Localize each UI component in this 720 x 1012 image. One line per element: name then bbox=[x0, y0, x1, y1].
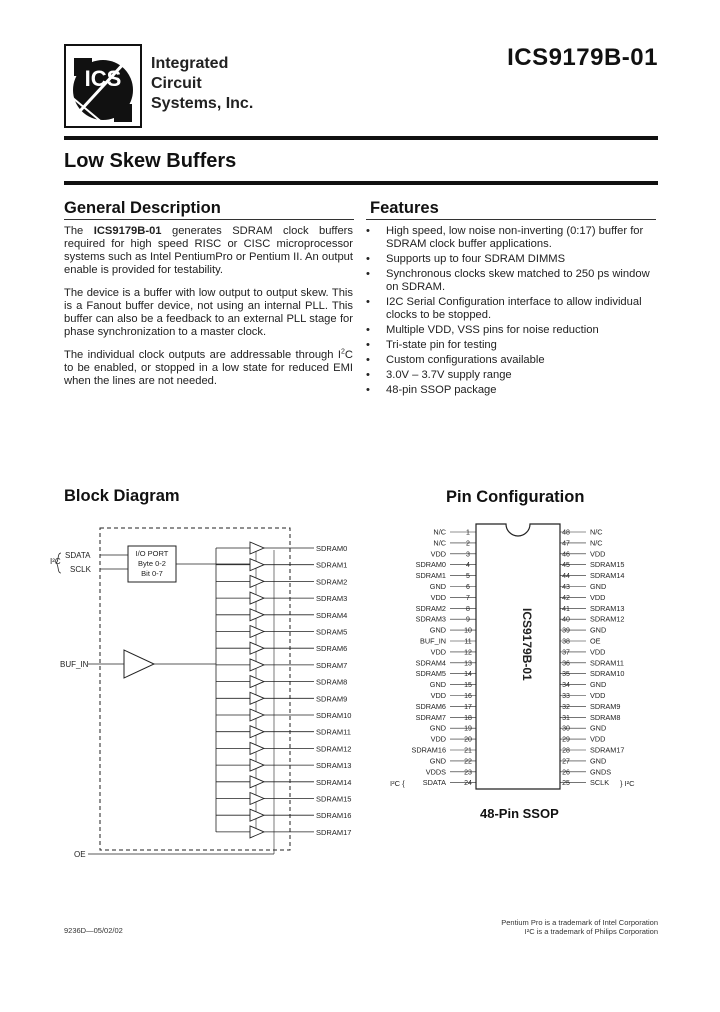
pin-left-number: 14 bbox=[464, 671, 472, 679]
gd-paragraph-2: The device is a buffer with low output to output skew. This is a Fanout buffer device, not using an internal PLL. This buffer can also be a feedback to an external PLL stage for phase synchronization to a master clock. bbox=[64, 287, 353, 338]
pin-left-name: GND bbox=[429, 625, 446, 635]
output-label: SDRAM12 bbox=[316, 744, 352, 754]
output-buffer-triangle bbox=[250, 592, 264, 604]
pin-left-number: 5 bbox=[466, 573, 470, 581]
pin-right-name: SDRAM12 bbox=[590, 614, 625, 624]
pin-left-number: 20 bbox=[464, 736, 472, 744]
output-label: SDRAM10 bbox=[316, 711, 352, 720]
feature-item: • Tri-state pin for testing bbox=[366, 339, 656, 352]
pin-left-number: 19 bbox=[464, 725, 472, 733]
pin-right-name: GND bbox=[590, 582, 607, 591]
output-buffer-triangle bbox=[250, 676, 264, 688]
gd-p3-a: The individual clock outputs are addressable through I bbox=[64, 349, 341, 361]
output-label: SDRAM6 bbox=[316, 644, 348, 654]
pin-left-number: 10 bbox=[464, 627, 472, 635]
feature-item: • 3.0V – 3.7V supply range bbox=[366, 369, 656, 382]
features-list bbox=[366, 225, 656, 399]
output-label: SDRAM5 bbox=[316, 627, 348, 637]
pin-right-name: SDRAM8 bbox=[590, 712, 621, 722]
output-buffer-triangle bbox=[250, 692, 264, 704]
pin-left-number: 17 bbox=[464, 703, 472, 711]
pin-right-name: SDRAM11 bbox=[590, 658, 624, 668]
pin-right-number: 25 bbox=[562, 780, 570, 788]
pin-left-number: 13 bbox=[464, 660, 472, 668]
pin-right-number: 29 bbox=[562, 736, 570, 744]
feature-item: • Supports up to four SDRAM DIMMS bbox=[366, 253, 656, 266]
company-name: Integrated Circuit Systems, Inc. bbox=[151, 55, 254, 112]
trademark-intel: Pentium Pro is a trademark of Intel Corporation bbox=[501, 918, 658, 927]
pin-right-number: 27 bbox=[562, 758, 570, 766]
pin-left-name: SDRAM7 bbox=[415, 712, 446, 722]
output-buffer-triangle bbox=[250, 542, 264, 554]
output-label: SDRAM13 bbox=[316, 761, 352, 771]
feature-item: • Synchronous clocks skew matched to 250 ps window on SDRAM. bbox=[366, 268, 656, 294]
gd-part-number: ICS9179B-01 bbox=[93, 225, 162, 237]
pin-right-name: SDRAM13 bbox=[590, 603, 625, 613]
output-buffer-triangle bbox=[250, 809, 264, 821]
pin-right-number: 37 bbox=[562, 649, 570, 657]
bd-buf-in-label: BUF_IN bbox=[60, 660, 89, 669]
pin-left-number: 22 bbox=[464, 758, 472, 766]
pin-right-name: SDRAM15 bbox=[590, 560, 625, 570]
output-label: SDRAM1 bbox=[316, 560, 348, 570]
output-buffer-triangle bbox=[250, 826, 264, 838]
pin-left-number: 24 bbox=[464, 780, 472, 788]
pin-left-number: 9 bbox=[466, 616, 470, 624]
output-label: SDRAM16 bbox=[316, 811, 352, 821]
header-rule bbox=[64, 136, 658, 140]
ics-logo bbox=[64, 44, 142, 128]
output-label: SDRAM3 bbox=[316, 594, 348, 604]
pin-left-name: N/C bbox=[433, 527, 446, 537]
output-buffer-triangle bbox=[250, 626, 264, 638]
output-buffer-triangle bbox=[250, 742, 264, 754]
pin-left-number: 8 bbox=[466, 605, 470, 613]
gd-paragraph-3 bbox=[64, 349, 353, 388]
pin-left-name: SDRAM4 bbox=[415, 658, 446, 668]
bd-oe-label: OE bbox=[74, 850, 86, 859]
feature-item: • High speed, low noise non-inverting (0:17) buffer for SDRAM clock buffer applications. bbox=[366, 225, 656, 251]
document-id: 9236D—05/02/02 bbox=[64, 926, 123, 935]
block-diagram bbox=[48, 520, 368, 865]
gd-rule bbox=[64, 219, 354, 220]
output-label: SDRAM17 bbox=[316, 827, 352, 837]
pin-right-number: 31 bbox=[562, 714, 570, 722]
bd-i2c-label: I²C bbox=[50, 557, 61, 566]
pin-right-number: 46 bbox=[562, 551, 570, 559]
pin-left-number: 16 bbox=[464, 693, 472, 700]
chip-label: ICS9179B-01 bbox=[520, 608, 534, 681]
bd-sclk-label: SCLK bbox=[70, 565, 91, 574]
pin-right-name: N/C bbox=[590, 527, 603, 537]
pin-left-name: SDRAM6 bbox=[415, 701, 446, 711]
pin-right-number: 32 bbox=[562, 703, 570, 711]
pin-right-number: 35 bbox=[562, 671, 570, 679]
pin-right-name: VDD bbox=[590, 734, 606, 744]
pin-left-name: SDRAM5 bbox=[415, 669, 446, 679]
document-title: Low Skew Buffers bbox=[64, 150, 237, 172]
pin-right-name: GND bbox=[590, 756, 607, 766]
feature-item: • Custom configurations available bbox=[366, 354, 656, 367]
output-buffer-triangle bbox=[250, 759, 264, 771]
pin-left-number: 7 bbox=[466, 594, 470, 602]
output-label: SDRAM11 bbox=[316, 727, 351, 737]
pin-i2c-right: } I²C bbox=[620, 779, 635, 788]
pin-right-number: 48 bbox=[562, 529, 570, 537]
features-heading: Features bbox=[370, 199, 439, 217]
output-label: SDRAM8 bbox=[316, 677, 348, 687]
output-label: SDRAM0 bbox=[316, 544, 348, 553]
pin-left-name: VDDS bbox=[425, 767, 446, 777]
pin-right-number: 26 bbox=[562, 769, 570, 777]
pin-left-name: GND bbox=[429, 680, 446, 690]
pin-right-number: 40 bbox=[562, 616, 570, 624]
features-rule bbox=[366, 219, 656, 220]
pin-right-name: VDD bbox=[590, 647, 606, 657]
pin-configuration-heading: Pin Configuration bbox=[446, 488, 585, 506]
pin-left-number: 4 bbox=[466, 562, 470, 570]
output-label: SDRAM9 bbox=[316, 694, 348, 704]
trademark-philips: I²C is a trademark of Philips Corporation bbox=[524, 927, 658, 936]
pin-right-name: GND bbox=[590, 625, 607, 635]
pin-left-number: 3 bbox=[466, 551, 470, 559]
pin-right-number: 45 bbox=[562, 562, 570, 570]
output-label: SDRAM4 bbox=[316, 610, 348, 620]
chip-package-outline bbox=[476, 524, 560, 789]
pin-left-name: N/C bbox=[433, 538, 446, 548]
pin-left-name: VDD bbox=[430, 734, 446, 744]
pin-right-number: 43 bbox=[562, 584, 570, 591]
pin-right-name: SDRAM17 bbox=[590, 745, 625, 755]
pin-left-number: 21 bbox=[464, 747, 472, 755]
pin-left-name: BUF_IN bbox=[420, 636, 446, 646]
pin-left-name: VDD bbox=[430, 647, 446, 657]
input-buffer-triangle bbox=[124, 650, 154, 678]
general-description-body bbox=[64, 225, 353, 398]
output-label: SDRAM2 bbox=[316, 577, 348, 587]
io-port-line-3: Bit 0-7 bbox=[141, 569, 163, 578]
pin-left-number: 6 bbox=[466, 584, 470, 591]
gd-p3-b: C to be enabled, or stopped in a low state for reduced EMI when the lines are not needed. bbox=[64, 349, 353, 387]
output-label: SDRAM7 bbox=[316, 660, 348, 670]
pin-right-number: 28 bbox=[562, 747, 570, 755]
title-rule bbox=[64, 181, 658, 185]
block-diagram-heading: Block Diagram bbox=[64, 487, 180, 505]
pin-left-name: VDD bbox=[430, 592, 446, 602]
io-port-line-2: Byte 0-2 bbox=[138, 559, 166, 568]
pin-right-number: 42 bbox=[562, 594, 570, 602]
io-port-line-1: I/O PORT bbox=[135, 549, 169, 558]
pin-configuration-diagram bbox=[388, 518, 668, 838]
pin-left-name: GND bbox=[429, 723, 446, 733]
gd-p3-sup: 2 bbox=[341, 348, 345, 356]
pin-i2c-left: I²C { bbox=[390, 779, 405, 788]
output-label: SDRAM15 bbox=[316, 794, 352, 804]
pin-left-number: 1 bbox=[466, 529, 470, 537]
pin-right-number: 38 bbox=[562, 638, 570, 646]
feature-item: • I2C Serial Configuration interface to allow individual clocks to be stopped. bbox=[366, 296, 656, 322]
pin-left-name: VDD bbox=[430, 549, 446, 559]
pin-right-number: 47 bbox=[562, 540, 570, 548]
pin-right-name: N/C bbox=[590, 538, 603, 548]
pin-right-name: VDD bbox=[590, 592, 606, 602]
feature-item: • 48-pin SSOP package bbox=[366, 384, 656, 397]
output-buffer-triangle bbox=[250, 709, 264, 721]
pin-left-number: 11 bbox=[464, 638, 472, 646]
pin-left-name: SDRAM1 bbox=[415, 571, 446, 581]
pin-right-name: SCLK bbox=[590, 778, 610, 788]
part-number: ICS9179B-01 bbox=[507, 44, 658, 71]
pin-right-name: VDD bbox=[590, 691, 606, 700]
pin-left-number: 15 bbox=[464, 682, 472, 690]
pin-left-number: 23 bbox=[464, 769, 472, 777]
output-label: SDRAM14 bbox=[316, 777, 352, 787]
output-buffer-triangle bbox=[250, 659, 264, 671]
pin-right-number: 30 bbox=[562, 725, 570, 733]
gd-paragraph-1: The ICS9179B-01 generates SDRAM clock buffers required for high speed RISC or CISC microprocessor systems such as Intel PentiumPro or Pentium II. An output enable is provided for testability. bbox=[64, 225, 353, 276]
pin-right-number: 44 bbox=[562, 573, 570, 581]
pin-left-name: SDRAM2 bbox=[415, 603, 446, 613]
pin-right-number: 41 bbox=[562, 605, 570, 613]
output-buffer-triangle bbox=[250, 726, 264, 738]
pin-left-name: SDRAM3 bbox=[415, 614, 446, 624]
pin-left-name: GND bbox=[429, 756, 446, 766]
pin-left-name: GND bbox=[429, 582, 446, 591]
general-description-heading: General Description bbox=[64, 199, 221, 217]
pin-left-number: 2 bbox=[466, 540, 470, 548]
output-buffer-triangle bbox=[250, 609, 264, 621]
pin-left-name: SDATA bbox=[422, 778, 446, 788]
gd-p1-text: generates SDRAM clock buffers required for high speed RISC or CISC microprocessor systems such as Intel PentiumPro or Pentium II. An output enable is provided for testability. bbox=[64, 225, 353, 276]
pin-right-name: GNDS bbox=[590, 767, 612, 777]
bd-sdata-label: SDATA bbox=[65, 551, 91, 560]
pin-left-number: 12 bbox=[464, 649, 472, 657]
pin-right-number: 39 bbox=[562, 627, 570, 635]
pin-right-name: GND bbox=[590, 723, 607, 733]
output-buffer-triangle bbox=[250, 575, 264, 587]
output-buffer-triangle bbox=[250, 642, 264, 654]
pin-left-number: 18 bbox=[464, 714, 472, 722]
pin-right-number: 34 bbox=[562, 682, 570, 690]
output-buffer-triangle bbox=[250, 776, 264, 788]
pin-right-name: SDRAM9 bbox=[590, 701, 621, 711]
feature-item: • Multiple VDD, VSS pins for noise reduction bbox=[366, 324, 656, 337]
output-buffer-triangle bbox=[250, 559, 264, 571]
pin-left-name: VDD bbox=[430, 691, 446, 700]
pin-left-name: SDRAM16 bbox=[411, 745, 446, 755]
pin-right-name: VDD bbox=[590, 549, 606, 559]
pin-right-name: SDRAM10 bbox=[590, 669, 625, 679]
pin-left-name: SDRAM0 bbox=[415, 560, 446, 570]
pin-right-name: OE bbox=[590, 636, 601, 646]
package-label: 48-Pin SSOP bbox=[480, 806, 559, 821]
output-buffers bbox=[216, 542, 351, 838]
pin-right-number: 33 bbox=[562, 693, 570, 700]
output-buffer-triangle bbox=[250, 793, 264, 805]
pin-right-number: 36 bbox=[562, 660, 570, 668]
pin-right-name: GND bbox=[590, 680, 607, 690]
logo-text: ICS bbox=[84, 66, 122, 91]
pin-right-name: SDRAM14 bbox=[590, 571, 625, 581]
